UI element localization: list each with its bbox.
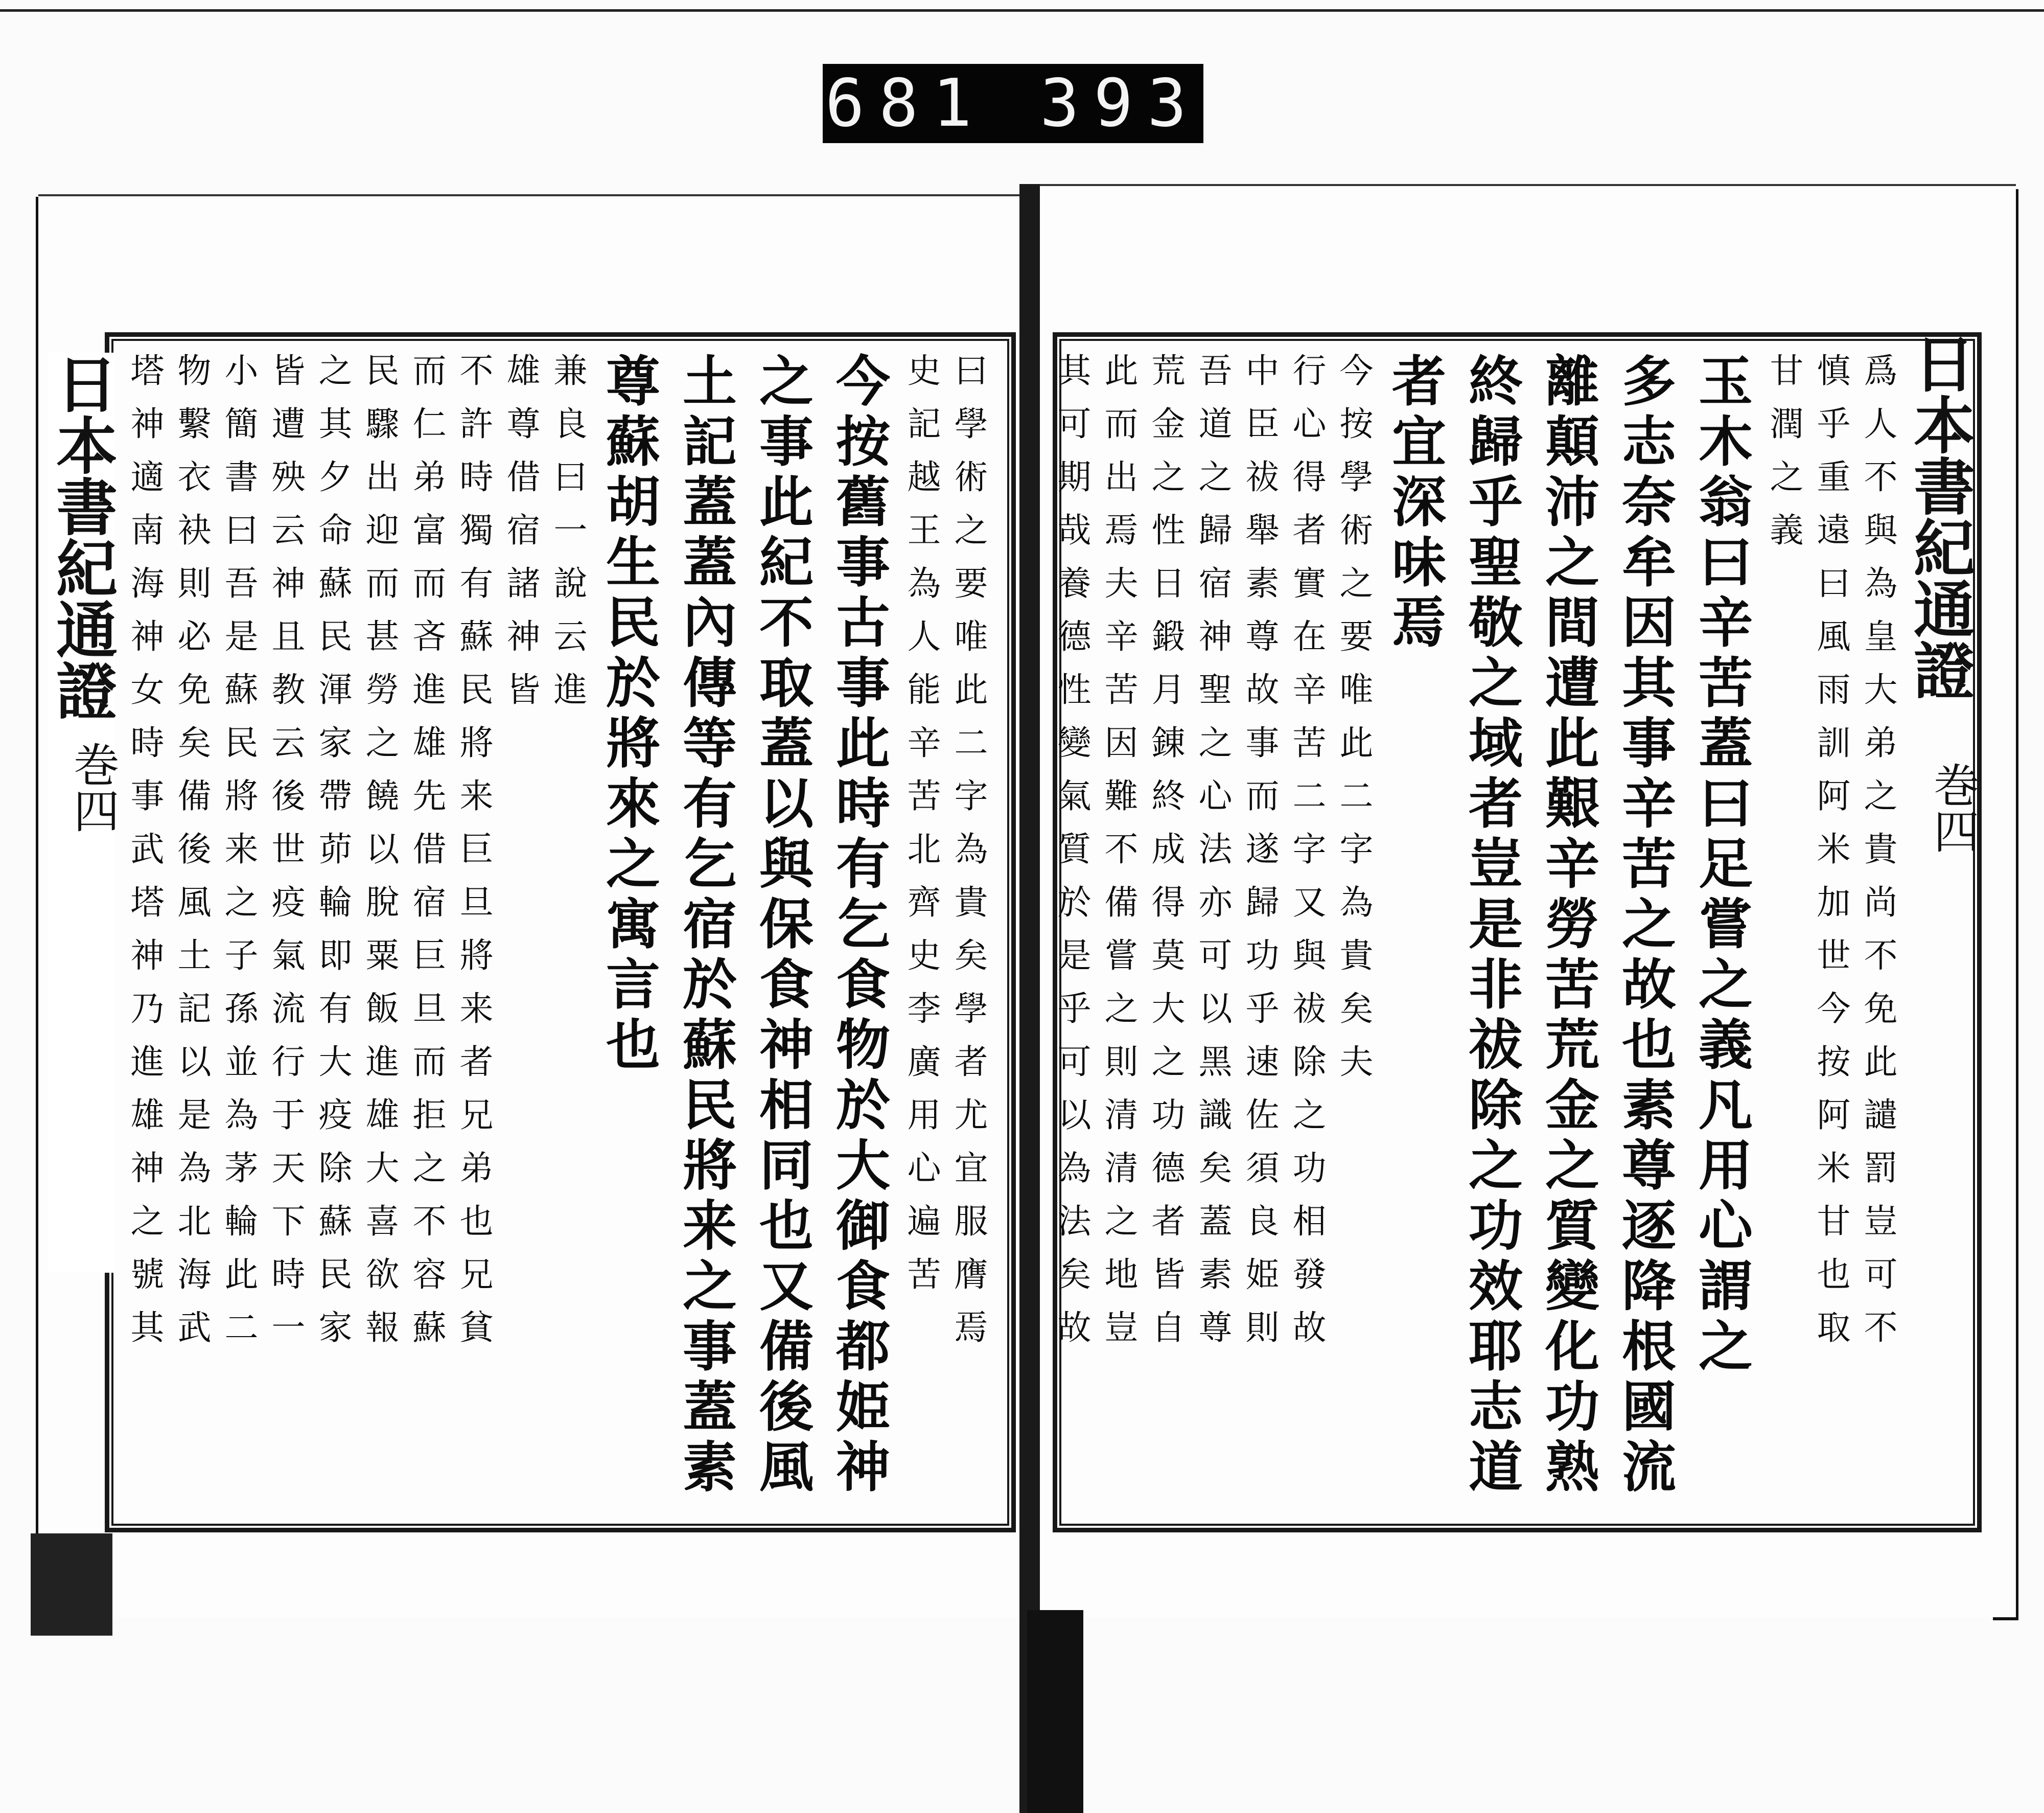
text-column: 者宜深味焉 (1383, 353, 1447, 654)
text-column: 土記蓋蓋內傳等有乞宿於蘇民將来之事蓋素 (674, 353, 738, 1499)
text-column: 荒金之性日鍛月錬終成得莫大之功德者皆自 (1146, 353, 1185, 1363)
text-column: 不許時獨有蘇民將来巨旦將来者兄弟也兄貧 (454, 353, 493, 1363)
text-column: 行心得者實在辛苦二字又與祓除之功相發故 (1287, 353, 1326, 1363)
text-column: 雄尊借宿諸神皆 (501, 353, 540, 725)
left-bottom-shadow (31, 1533, 112, 1636)
text-column: 小簡書曰吾是蘇民將来之子孫並為茅輪此二 (219, 353, 258, 1363)
left-running-head: 日本書紀通證 (49, 353, 115, 1273)
text-column: 民驟出迎而甚勞之饒以脫粟飯進雄大喜欲報 (360, 353, 399, 1363)
text-column: 玉木翁曰辛苦蓋曰足嘗之義凡用心謂之 (1690, 353, 1754, 1378)
right-page-text (1052, 353, 1901, 1503)
text-column: 其可期哉養德性變氣質於是乎可以為法矣故 (1052, 353, 1091, 1363)
text-column: 終歸乎聖敬之域者豈是非祓除之功效耶志道 (1460, 353, 1524, 1499)
left-volume-label: 巻四 (65, 741, 119, 833)
text-column: 塔神適南海神女時事武塔神乃進雄神之號其 (125, 353, 164, 1363)
left-page-text (123, 353, 991, 1503)
text-column: 中臣祓舉素尊故事而遂歸功乎速佐須良姫則 (1240, 353, 1279, 1363)
bottom-binding-shadow (1027, 1610, 1083, 1813)
text-column: 兼良曰一說云進 (548, 353, 587, 725)
text-column: 史記越王為人能辛苦北齊史李廣用心遍苦 (901, 353, 941, 1310)
text-column: 爲人不與為皇大弟之貴尚不免此譴罰豈可不 (1858, 353, 1897, 1363)
text-column: 慎乎重遠曰風雨訓阿米加世今按阿米甘也取 (1811, 353, 1850, 1363)
text-column: 物繫衣袂則必免矣備後風土記以是為北海武 (172, 353, 211, 1363)
text-column: 皆遭殃云神且教云後世疫氣流行于天下時一 (266, 353, 305, 1363)
text-column: 曰學術之要唯此二字為貴矣學者尤宜服膺焉 (948, 353, 988, 1363)
right-volume-label: 巻四 (1925, 762, 1979, 854)
text-column: 今按舊事古事此時有乞食物於大御食都姫神 (827, 353, 891, 1499)
text-column: 而仁弟富而吝進雄先借宿巨旦而拒之不容蘇 (407, 353, 446, 1363)
text-column: 今按學術之要唯此二字為貴矣夫 (1334, 353, 1373, 1097)
text-column: 尊蘇胡生民於將來之寓言也 (597, 353, 661, 1076)
text-column: 之其夕命蘇民渾家帶茆輪即有大疫除蘇民家 (313, 353, 352, 1363)
call-number-label: 681 393 (823, 64, 1203, 143)
right-running-head: 日本書紀通證 (1903, 332, 1976, 700)
top-edge-rule (0, 9, 2044, 12)
book-gutter (1019, 184, 1040, 1813)
text-column: 甘潤之義 (1764, 353, 1803, 565)
text-column: 多志奈牟因其事辛苦之故也素尊逐降根國流 (1613, 353, 1677, 1499)
text-column: 吾道之歸宿神聖之心法亦可以黑識矣蓋素尊 (1193, 353, 1232, 1363)
text-column: 此而出焉夫辛苦因難不備嘗之則清清之地豈 (1099, 353, 1138, 1363)
text-column: 之事此紀不取蓋以與保食神相同也又備後風 (751, 353, 815, 1499)
text-column: 離顛沛之間遭此艱辛勞苦荒金之質變化功熟 (1537, 353, 1600, 1499)
